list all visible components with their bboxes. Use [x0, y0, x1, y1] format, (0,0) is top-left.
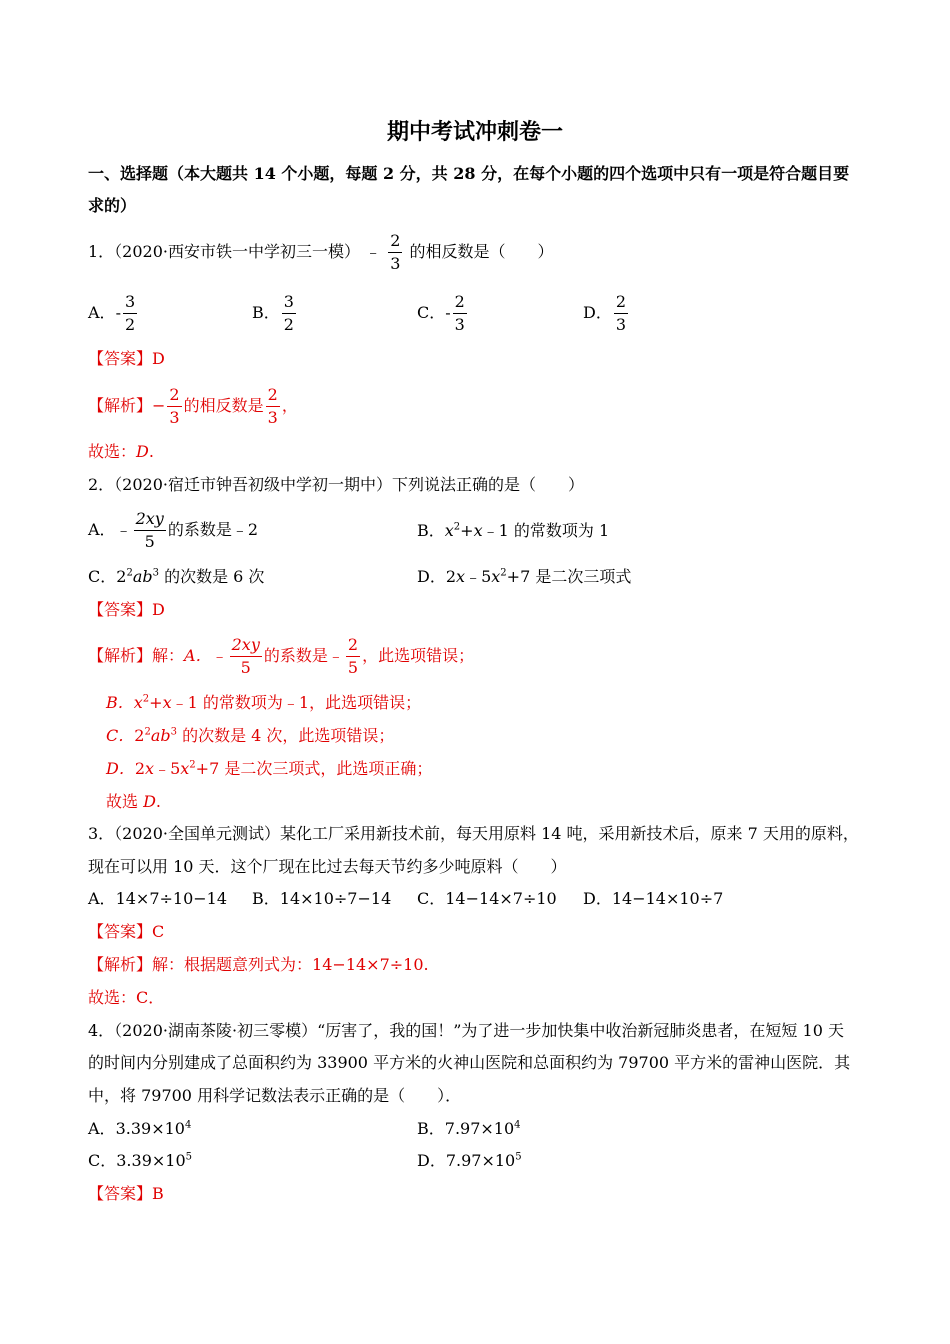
q2-analysis-tag: 【解析】 — [88, 646, 153, 665]
q3-option-b — [252, 889, 391, 909]
q1-analysis-mid: 的相反数是 — [183, 396, 264, 415]
q2-option-a — [88, 508, 258, 553]
q2-conclusion-period: . — [155, 792, 162, 811]
q1-option-c-den: 3 — [454, 315, 465, 334]
q3-option-c-expr: 14−14×7÷10 — [445, 889, 557, 908]
q2-analysis-d: D．$2x﹣5x^2+7$ 是二次三项式，此选项正确； — [106, 759, 433, 778]
q2-option-a-suffix: 的系数是﹣2 — [167, 520, 259, 539]
q3-answer — [88, 922, 164, 942]
q1-option-b-num: 3 — [282, 291, 296, 314]
q1-stem-sign: ﹣ — [365, 242, 382, 261]
q1-analysis-frac1-den: 3 — [169, 408, 180, 427]
q1-option-a-sign: - — [115, 303, 121, 322]
q4-option-a-mantissa: 3.39×10 — [115, 1119, 185, 1138]
q4-answer-value: B — [152, 1184, 164, 1203]
q4-option-d-exponent: 5 — [515, 1151, 522, 1163]
q1-option-a-fraction — [123, 291, 137, 336]
q2-analysis-c-label: C． — [106, 726, 135, 745]
q3-analysis-tag: 【解析】 — [88, 955, 153, 974]
q4-option-b-label: B． — [417, 1119, 445, 1138]
q1-analysis-frac2-num: 2 — [266, 384, 280, 407]
q2-answer-value: D — [152, 600, 165, 619]
q3-option-c — [417, 889, 557, 909]
q1-conclusion — [88, 442, 154, 462]
q1-conclusion-text: 故选： — [88, 442, 137, 461]
section-heading-line1: 一、选择题（本大题共 14 个小题，每题 2 分，共 28 分，在每个小题的四个选项中只有一项是符合题目要 — [88, 164, 850, 183]
q2-option-c-text: 的次数是 6 次 — [164, 567, 265, 586]
q1-option-b-fraction — [282, 291, 296, 336]
q1-analysis-frac1 — [167, 384, 181, 429]
q3-stem-line1: 3．（2020·全国单元测试）某化工厂采用新技术前，每天用原料 14 吨，采用新技术后，原来 7 天用的原料， — [88, 824, 859, 843]
q2-option-a-num-text: 2xy — [135, 509, 164, 528]
q1-option-d-den: 3 — [615, 315, 627, 334]
q4-option-b-exponent: 4 — [514, 1119, 521, 1131]
q1-analysis-frac2-den: 3 — [267, 408, 278, 427]
q2-analysis-b: B．$x^2+x﹣1$ 的常数项为﹣1，此选项错误； — [106, 693, 422, 712]
q2-analysis-a — [88, 634, 474, 679]
q1-analysis-frac2 — [266, 384, 280, 429]
q1-answer-tag: 【答案】 — [88, 349, 153, 368]
q2-option-a-fraction — [134, 508, 166, 553]
q1-analysis-frac1-num: 2 — [167, 384, 181, 407]
q3-answer-tag: 【答案】 — [88, 922, 153, 941]
q2-analysis-c: C．$2^2ab^3$ 的次数是 4 次，此选项错误； — [106, 726, 395, 745]
q2-answer-tag: 【答案】 — [88, 600, 153, 619]
q4-option-b — [417, 1119, 521, 1139]
q2-option-b: B．$x^2+x﹣1$ 的常数项为 1 — [417, 521, 610, 540]
q2-option-b-label: B． — [417, 521, 445, 540]
q1-option-b — [252, 291, 298, 336]
q3-analysis — [88, 955, 429, 975]
q1-analysis-tag: 【解析】 — [88, 396, 153, 415]
q3-option-a-label: A． — [88, 889, 116, 908]
q2-option-a-label: A． — [88, 520, 116, 539]
q2-analysis-a-label: A． — [184, 646, 212, 665]
q4-stem-line3: 中，将 79700 用科学记数法表示正确的是（ ）． — [88, 1086, 462, 1105]
q1-option-b-den: 2 — [283, 315, 294, 334]
q1-stem-den: 3 — [390, 254, 401, 273]
q2-option-a-num — [134, 508, 166, 531]
q1-analysis-comma: ， — [281, 396, 298, 415]
q2-conclusion-letter: D — [143, 792, 156, 811]
q1-option-b-label: B． — [252, 303, 280, 322]
q2-analysis-a-den: 5 — [240, 658, 251, 677]
q1-analysis — [88, 384, 298, 429]
q2-option-d: D．$2x﹣5x^2+7$ 是二次三项式 — [417, 567, 632, 586]
q4-stem-line1: 4．（2020·湖南茶陵·初三零模）“厉害了，我的国！”为了进一步加快集中收治新冠肺炎患者，在短短 10 天 — [88, 1021, 844, 1040]
q1-stem-suffix: 的相反数是（ ） — [409, 242, 554, 261]
q2-option-a-den: 5 — [144, 532, 155, 551]
q4-option-b-mantissa: 7.97×10 — [444, 1119, 515, 1138]
q3-analysis-text: 根据题意列式为： — [184, 955, 313, 974]
q1-option-d — [583, 291, 630, 336]
q1-stem — [88, 230, 554, 275]
q1-option-a-den: 2 — [124, 315, 136, 334]
q2-analysis-b-text: 的常数项为﹣1，此选项错误； — [202, 693, 422, 712]
q4-option-c-exponent: 5 — [185, 1151, 193, 1163]
q2-analysis-jie: 解： — [152, 646, 185, 665]
q4-option-a — [88, 1119, 191, 1139]
q3-analysis-jie: 解： — [152, 955, 185, 974]
q4-stem-line2: 的时间内分别建成了总面积约为 33900 平方米的火神山医院和总面积约为 79700 平方米的雷神山医院．其 — [88, 1053, 851, 1072]
q2-option-d-label: D． — [417, 567, 446, 586]
page-title: 期中考试冲刺卷一 — [386, 119, 563, 145]
q1-option-d-fraction — [614, 291, 628, 336]
q3-option-a-expr: 14×7÷10−14 — [115, 889, 228, 908]
q1-option-c-sign: - — [445, 303, 451, 322]
q1-option-c-fraction — [453, 291, 467, 336]
q3-analysis-period: . — [423, 955, 429, 974]
q2-conclusion — [106, 792, 161, 812]
q2-analysis-a-coef — [346, 634, 360, 679]
q4-answer — [88, 1184, 164, 1204]
q1-stem-num: 2 — [388, 230, 402, 253]
section-heading-line2: 求的） — [88, 196, 137, 215]
q2-option-d-text: 是二次三项式 — [535, 567, 632, 586]
q2-analysis-a-num — [230, 634, 262, 657]
q2-option-b-text: 的常数项为 1 — [513, 521, 610, 540]
q2-analysis-d-text: 是二次三项式，此选项正确； — [224, 759, 433, 778]
q3-option-d-label: D． — [583, 889, 612, 908]
q3-option-a — [88, 889, 227, 909]
q2-analysis-d-label: D． — [106, 759, 135, 778]
q1-option-a — [88, 291, 139, 336]
q3-analysis-expr: 14−14×7÷10 — [312, 955, 424, 974]
q1-option-c-label: C． — [417, 303, 446, 322]
q2-analysis-a-coef-den: 5 — [347, 658, 359, 677]
q1-option-c — [417, 291, 469, 336]
q4-option-d-mantissa: 7.97×10 — [445, 1151, 516, 1170]
q4-option-d-label: D． — [417, 1151, 446, 1170]
q2-analysis-c-text: 的次数是 4 次，此选项错误； — [182, 726, 395, 745]
q1-option-c-num: 2 — [453, 291, 467, 314]
q2-option-c-label: C． — [88, 567, 117, 586]
q3-option-b-expr: 14×10÷7−14 — [279, 889, 392, 908]
q3-option-d-expr: 14−14×10÷7 — [611, 889, 724, 908]
q3-option-b-label: B． — [252, 889, 280, 908]
q1-stem-prefix: 1．（2020·西安市铁一中学初三一模） — [88, 242, 360, 261]
q2-conclusion-text: 故选 — [106, 792, 144, 811]
q4-option-d — [417, 1151, 522, 1171]
q4-option-a-label: A． — [88, 1119, 116, 1138]
q2-analysis-a-sign: ﹣ — [211, 646, 228, 665]
q2-analysis-a-num-text: 2xy — [231, 635, 260, 654]
q4-option-a-exponent: 4 — [184, 1119, 192, 1131]
q3-conclusion: 故选：C． — [88, 988, 165, 1007]
q3-stem-line2: 现在可以用 10 天．这个厂现在比过去每天节约多少吨原料（ ） — [88, 857, 567, 876]
q3-option-d — [583, 889, 723, 909]
q1-answer — [88, 349, 165, 369]
q4-option-c — [88, 1151, 192, 1171]
q2-option-c: C．$2^2ab^3$ 的次数是 6 次 — [88, 567, 265, 586]
q3-answer-value: C — [152, 922, 165, 941]
q2-analysis-b-label: B． — [106, 693, 134, 712]
q1-conclusion-period: . — [148, 442, 154, 461]
q1-answer-value: D — [152, 349, 165, 368]
q2-analysis-a-end: ，此选项错误； — [362, 646, 475, 665]
q4-option-c-mantissa: 3.39×10 — [116, 1151, 186, 1170]
q2-answer — [88, 600, 165, 620]
q1-analysis-sign: − — [152, 396, 166, 415]
q1-option-a-label: A． — [88, 303, 116, 322]
q2-analysis-a-coef-num: 2 — [346, 634, 360, 657]
q2-analysis-a-mid: 的系数是﹣ — [263, 646, 344, 665]
q4-answer-tag: 【答案】 — [88, 1184, 153, 1203]
q1-option-a-num: 3 — [123, 291, 137, 314]
q2-stem: 2．（2020·宿迁市钟吾初级中学初一期中）下列说法正确的是（ ） — [88, 475, 584, 494]
q3-option-c-label: C． — [417, 889, 446, 908]
q1-option-d-label: D． — [583, 303, 612, 322]
q2-analysis-a-fraction — [230, 634, 262, 679]
q1-conclusion-letter: D — [136, 442, 149, 461]
q4-option-c-label: C． — [88, 1151, 117, 1170]
q1-stem-fraction — [388, 230, 402, 275]
q1-option-d-num: 2 — [614, 291, 628, 314]
q2-option-a-sign: ﹣ — [115, 520, 132, 539]
